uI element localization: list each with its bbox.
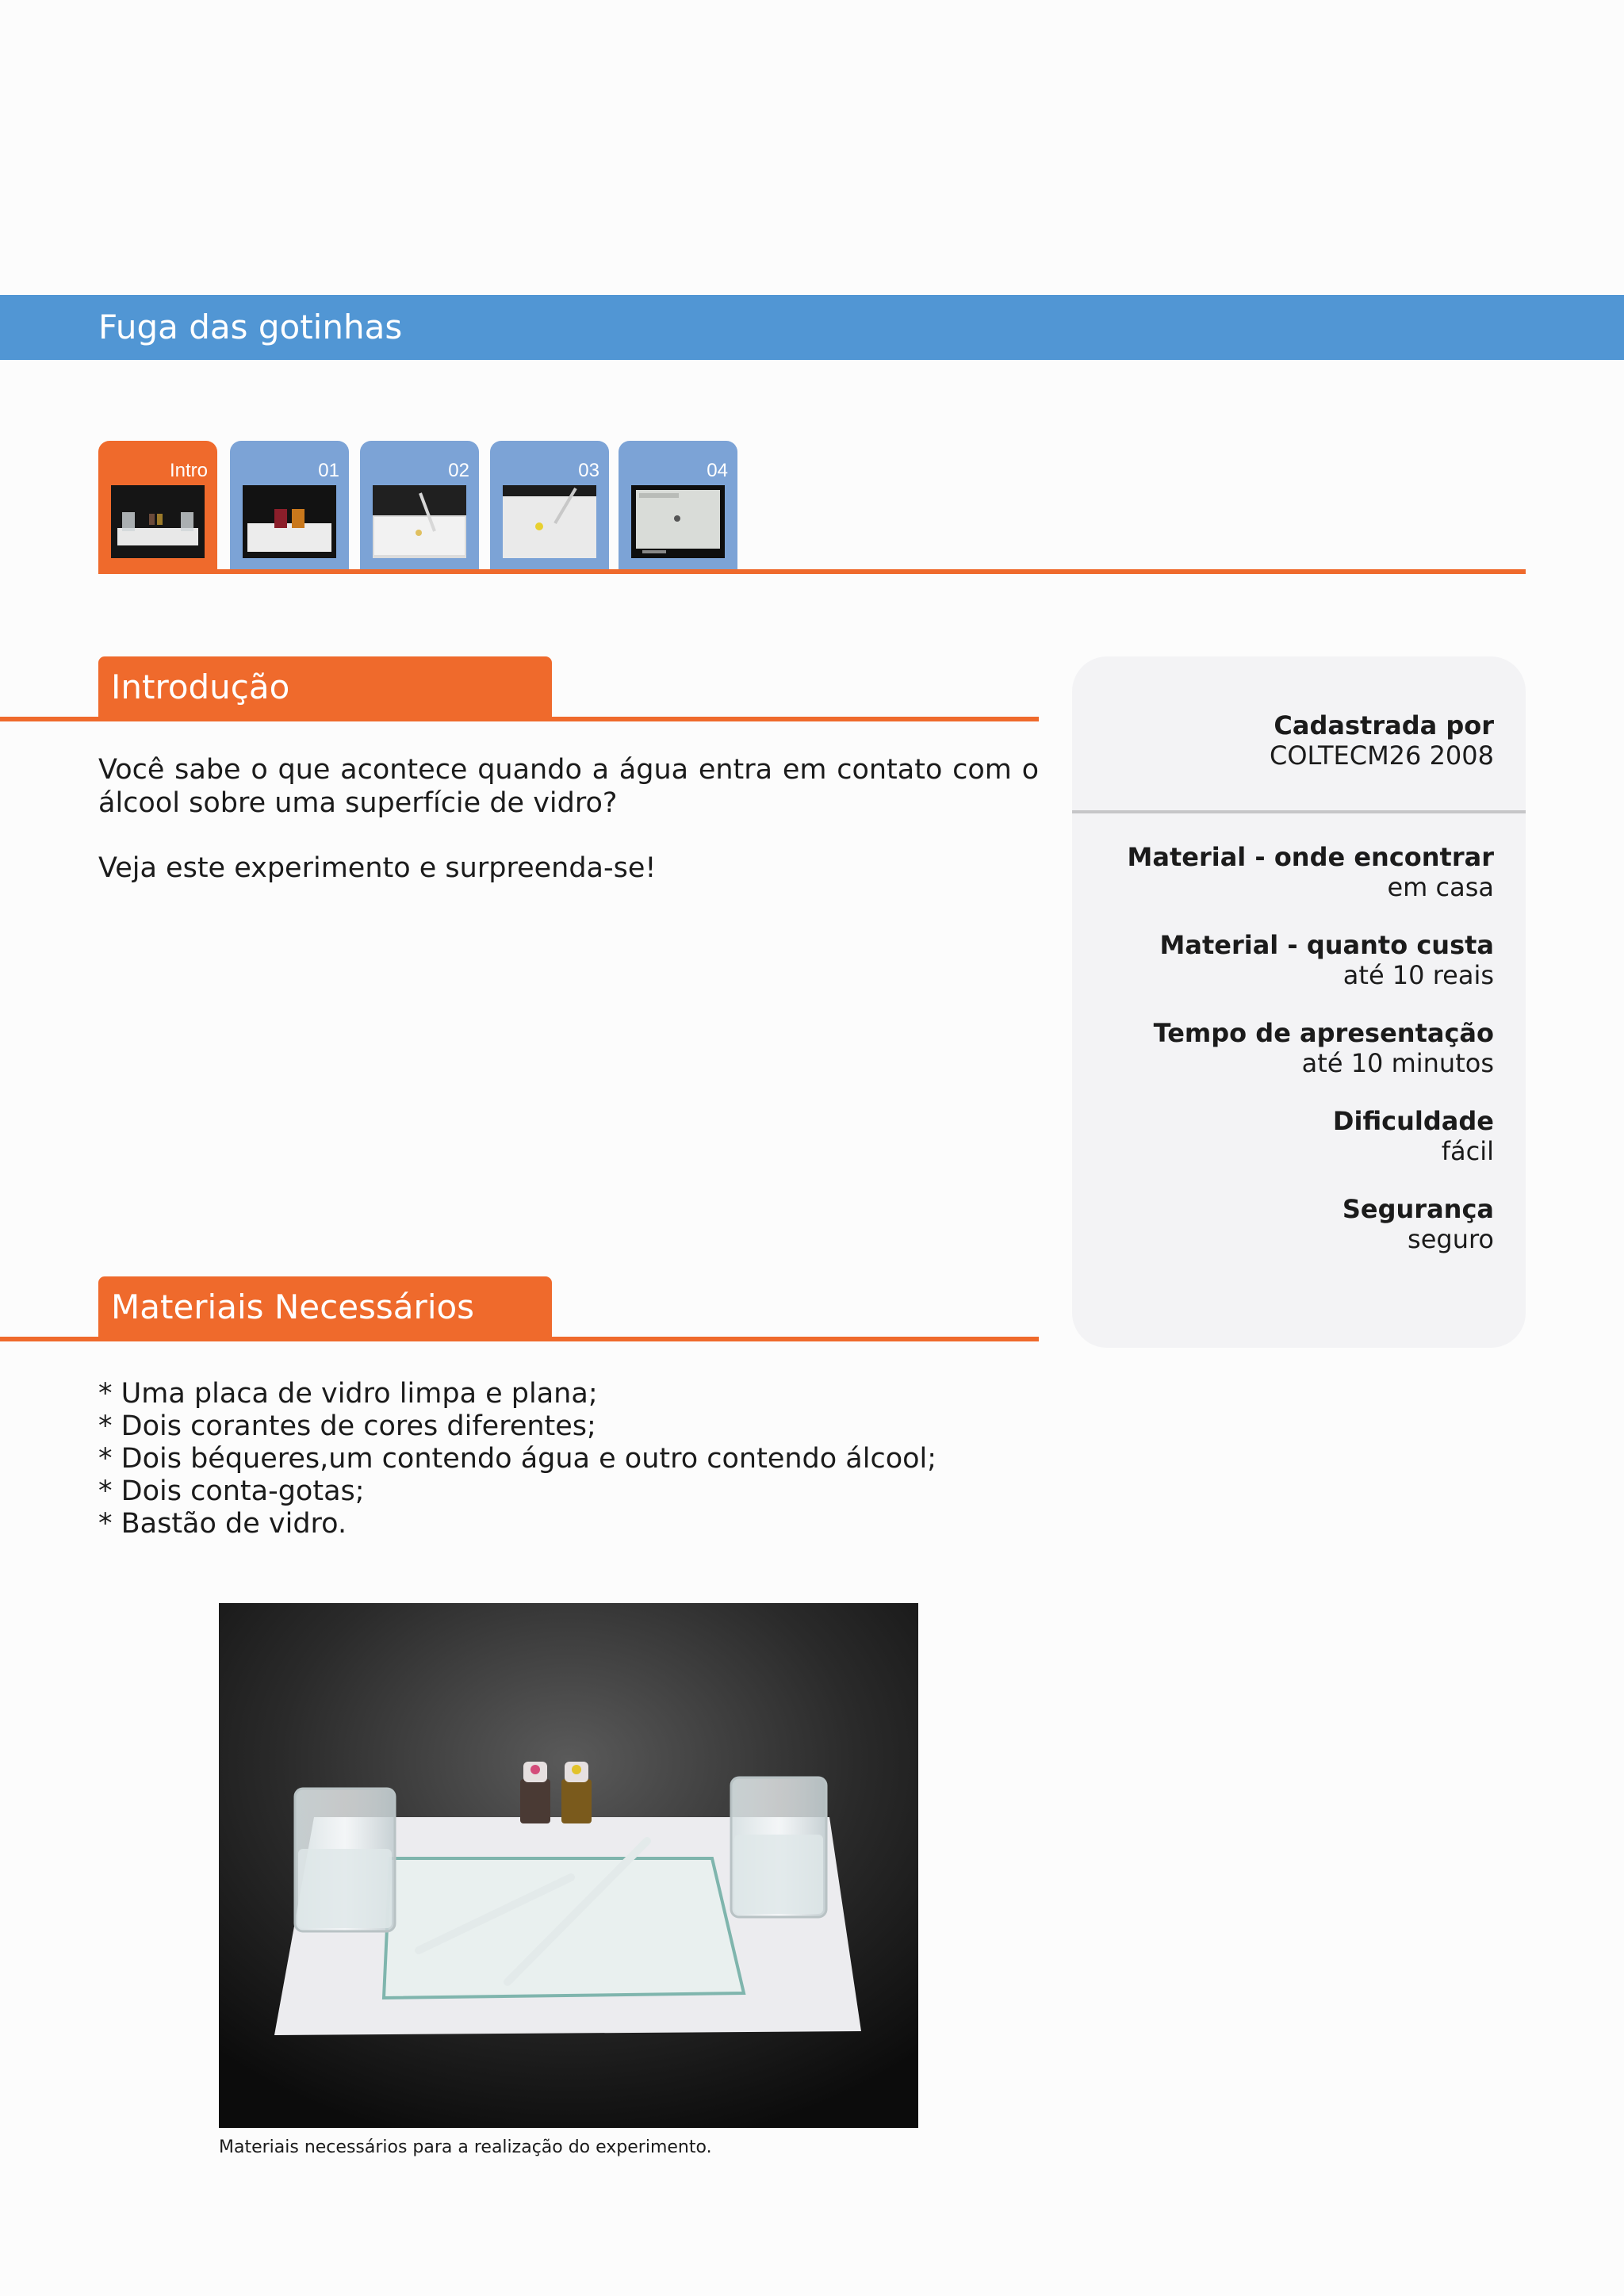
info-material-where <box>1128 842 1495 902</box>
thumbnail-intro-image <box>111 485 205 558</box>
registered-by-label: Cadastrada por <box>1274 710 1494 740</box>
info-label: Segurança <box>1342 1194 1494 1224</box>
info-value: fácil <box>1441 1136 1494 1166</box>
thumbnail-04-image <box>631 485 725 558</box>
intro-text <box>98 753 1039 916</box>
list-item: * Dois béqueres,um contendo água e outro contendo álcool; <box>98 1443 937 1475</box>
title-bar <box>0 295 1624 360</box>
photo-caption: Materiais necessários para a realização do experimento. <box>219 2137 712 2157</box>
info-label: Dificuldade <box>1332 1106 1494 1136</box>
materials-list <box>98 1378 1039 1540</box>
info-value: até 10 minutos <box>1301 1048 1494 1078</box>
intro-heading-rule <box>0 717 1039 721</box>
list-item: * Dois corantes de cores diferentes; <box>98 1410 596 1442</box>
info-label: Material - quanto custa <box>1159 930 1494 960</box>
tab-label: 03 <box>578 460 599 481</box>
tab-02[interactable] <box>360 441 479 571</box>
info-presentation-time <box>1154 1018 1494 1078</box>
materials-photo <box>219 1603 918 2128</box>
tab-04[interactable] <box>619 441 737 571</box>
info-material-cost <box>1160 930 1494 990</box>
list-item: * Uma placa de vidro limpa e plana; <box>98 1378 598 1410</box>
intro-heading: Introdução <box>111 668 290 706</box>
intro-paragraph: Você sabe o que acontece quando a água entra em contato com o álcool sobre uma superfície de vidro? <box>98 754 1039 819</box>
page-title: Fuga das gotinhas <box>98 308 403 346</box>
thumbnail-03-image <box>503 485 596 558</box>
materials-heading-rule <box>0 1337 1039 1341</box>
materials-heading-tab <box>98 1276 552 1338</box>
intro-paragraph: Veja este experimento e surpreenda-se! <box>98 852 657 884</box>
info-label: Material - onde encontrar <box>1127 842 1494 872</box>
tab-03[interactable] <box>490 441 609 571</box>
list-item: * Bastão de vidro. <box>98 1508 347 1540</box>
info-value: em casa <box>1387 872 1494 902</box>
info-value: seguro <box>1408 1224 1494 1254</box>
tab-label: Intro <box>169 460 208 481</box>
info-value: até 10 reais <box>1342 960 1494 990</box>
intro-heading-tab <box>98 656 552 718</box>
thumbnail-01-image <box>243 485 336 558</box>
info-label: Tempo de apresentação <box>1153 1018 1494 1048</box>
tab-label: 04 <box>707 460 728 481</box>
info-safety <box>1342 1194 1494 1254</box>
tab-intro[interactable] <box>98 441 217 571</box>
materials-heading: Materiais Necessários <box>111 1288 475 1326</box>
info-sidebar <box>1072 656 1526 1348</box>
list-item: * Dois conta-gotas; <box>98 1475 365 1507</box>
thumbnail-02-image <box>373 485 466 558</box>
registered-by-value: COLTECM26 2008 <box>1270 740 1494 771</box>
tab-01[interactable] <box>230 441 349 571</box>
info-difficulty <box>1333 1106 1494 1166</box>
tabs-underline <box>98 569 1526 574</box>
sidebar-divider <box>1072 810 1526 813</box>
tab-label: 02 <box>448 460 469 481</box>
registered-by <box>1270 710 1494 771</box>
tab-label: 01 <box>318 460 339 481</box>
